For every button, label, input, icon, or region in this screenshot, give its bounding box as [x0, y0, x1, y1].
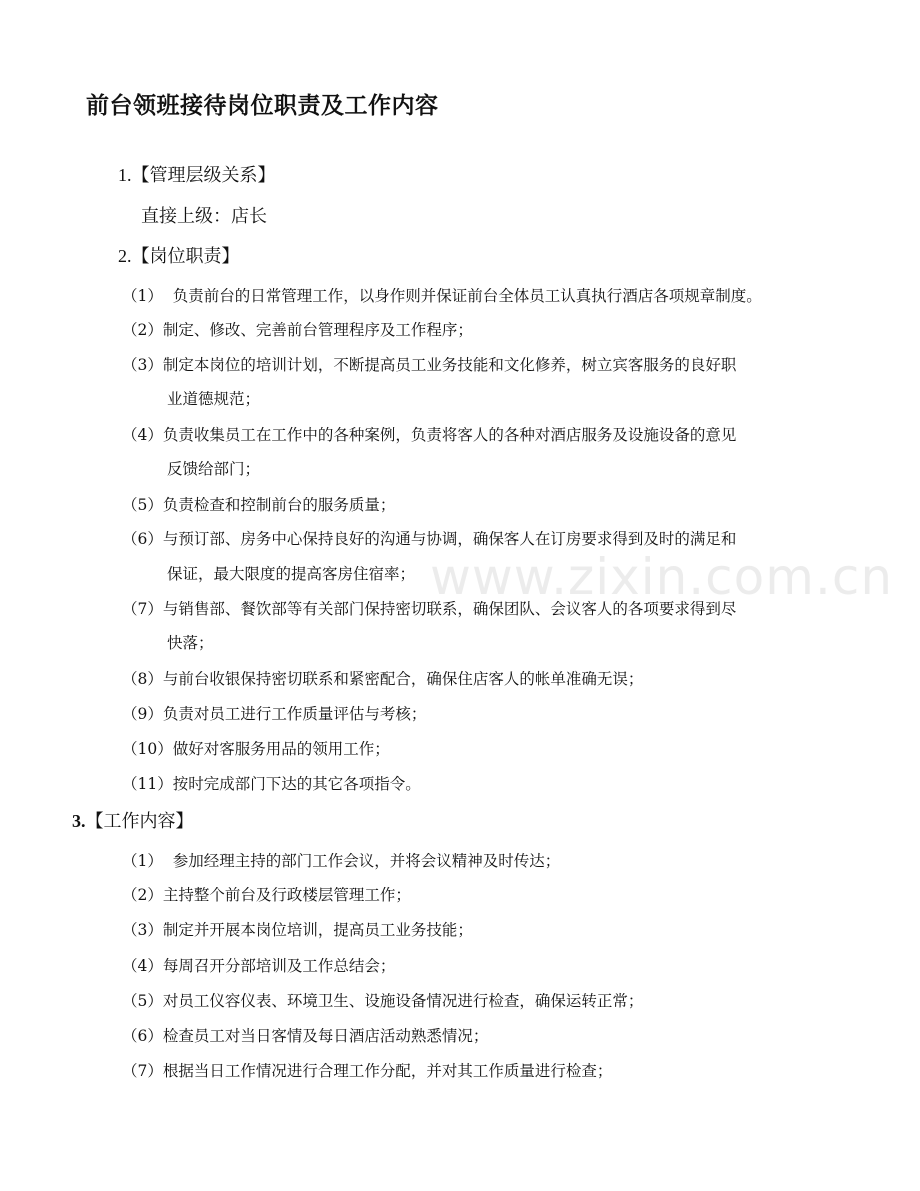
duty-text: 负责对员工进行工作质量评估与考核；: [162, 705, 427, 723]
content-index: （1）: [122, 852, 163, 870]
duty-index: （3）: [122, 356, 163, 374]
content-text: 根据当日工作情况进行合理工作分配，并对其工作质量进行检查；: [162, 1062, 613, 1080]
watermark: www.zixin.com.cn: [430, 548, 894, 606]
content-item: [122, 949, 395, 983]
duty-text: 与前台收银保持密切联系和紧密配合，确保住店客人的帐单准确无误；: [162, 670, 644, 688]
duty-index: （10）: [122, 740, 173, 758]
duty-item: [122, 732, 390, 766]
duty-item: [122, 662, 643, 696]
content-item: [122, 878, 411, 912]
duty-text: 按时完成部门下达的其它各项指令。: [172, 775, 421, 793]
section-number: 1.: [118, 165, 132, 185]
content-item: [122, 913, 473, 947]
duty-index: （5）: [122, 496, 163, 514]
duty-text: 做好对客服务用品的领用工作；: [172, 740, 390, 758]
content-index: （3）: [122, 921, 163, 939]
direct-superior: 直接上级：店长: [141, 206, 267, 227]
section-duties: [118, 242, 240, 268]
duty-item: [122, 418, 736, 452]
content-index: （7）: [122, 1062, 163, 1080]
duty-item: [122, 348, 736, 382]
duty-item: [122, 767, 421, 801]
duty-index: （8）: [122, 670, 163, 688]
duty-text: 制定本岗位的培训计划，不断提高员工业务技能和文化修养，树立宾客服务的良好职: [162, 356, 737, 374]
content-text: 参加经理主持的部门工作会议，并将会议精神及时传达；: [162, 852, 561, 870]
page-title: 前台领班接待岗位职责及工作内容: [86, 93, 439, 119]
duty-text: 与预订部、房务中心保持良好的沟通与协调，确保客人在订房要求得到及时的满足和: [162, 530, 737, 548]
content-item: [122, 1019, 488, 1053]
section-label: 【岗位职责】: [131, 246, 240, 267]
duty-continuation: 反馈给部门；: [167, 460, 261, 478]
content-item: [122, 844, 560, 878]
duty-index: （6）: [122, 530, 163, 548]
duty-item: [122, 279, 762, 313]
duty-item: [122, 313, 473, 347]
content-text: 每周召开分部培训及工作总结会；: [162, 957, 396, 975]
content-item: [122, 1054, 612, 1088]
duty-text: 负责前台的日常管理工作，以身作则并保证前台全体员工认真执行酒店各项规章制度。: [162, 287, 762, 305]
section-number: 3.: [72, 811, 86, 831]
duty-index: （9）: [122, 705, 163, 723]
content-text: 检查员工对当日客情及每日酒店活动熟悉情况；: [162, 1027, 489, 1045]
duty-text: 负责检查和控制前台的服务质量；: [162, 496, 396, 514]
content-index: （6）: [122, 1027, 163, 1045]
duty-text: 与销售部、餐饮部等有关部门保持密切联系，确保团队、会议客人的各项要求得到尽: [162, 600, 737, 618]
duty-index: （11）: [122, 775, 173, 793]
content-item: [122, 984, 643, 1018]
section-number: 2.: [118, 246, 132, 266]
content-index: （5）: [122, 992, 163, 1010]
duty-item: [122, 488, 395, 522]
duty-continuation: 业道德规范；: [167, 390, 261, 408]
duty-index: （2）: [122, 321, 163, 339]
section-management-hierarchy: [118, 161, 276, 187]
duty-index: （1）: [122, 287, 163, 305]
content-text: 对员工仪容仪表、环境卫生、设施设备情况进行检查，确保运转正常；: [162, 992, 644, 1010]
duty-continuation: 快落；: [167, 634, 214, 652]
content-text: 制定并开展本岗位培训，提高员工业务技能；: [162, 921, 473, 939]
duty-index: （7）: [122, 600, 163, 618]
content-text: 主持整个前台及行政楼层管理工作；: [162, 886, 411, 904]
section-label: 【管理层级关系】: [131, 165, 276, 186]
duty-item: [122, 697, 426, 731]
content-index: （4）: [122, 957, 163, 975]
section-work-content: [72, 807, 194, 833]
duty-text: 负责收集员工在工作中的各种案例，负责将客人的各种对酒店服务及设施设备的意见: [162, 426, 737, 444]
content-index: （2）: [122, 886, 163, 904]
duty-index: （4）: [122, 426, 163, 444]
duty-continuation: 保证，最大限度的提高客房住宿率；: [167, 565, 416, 583]
section-label: 【工作内容】: [85, 811, 194, 832]
duty-text: 制定、修改、完善前台管理程序及工作程序；: [162, 321, 473, 339]
